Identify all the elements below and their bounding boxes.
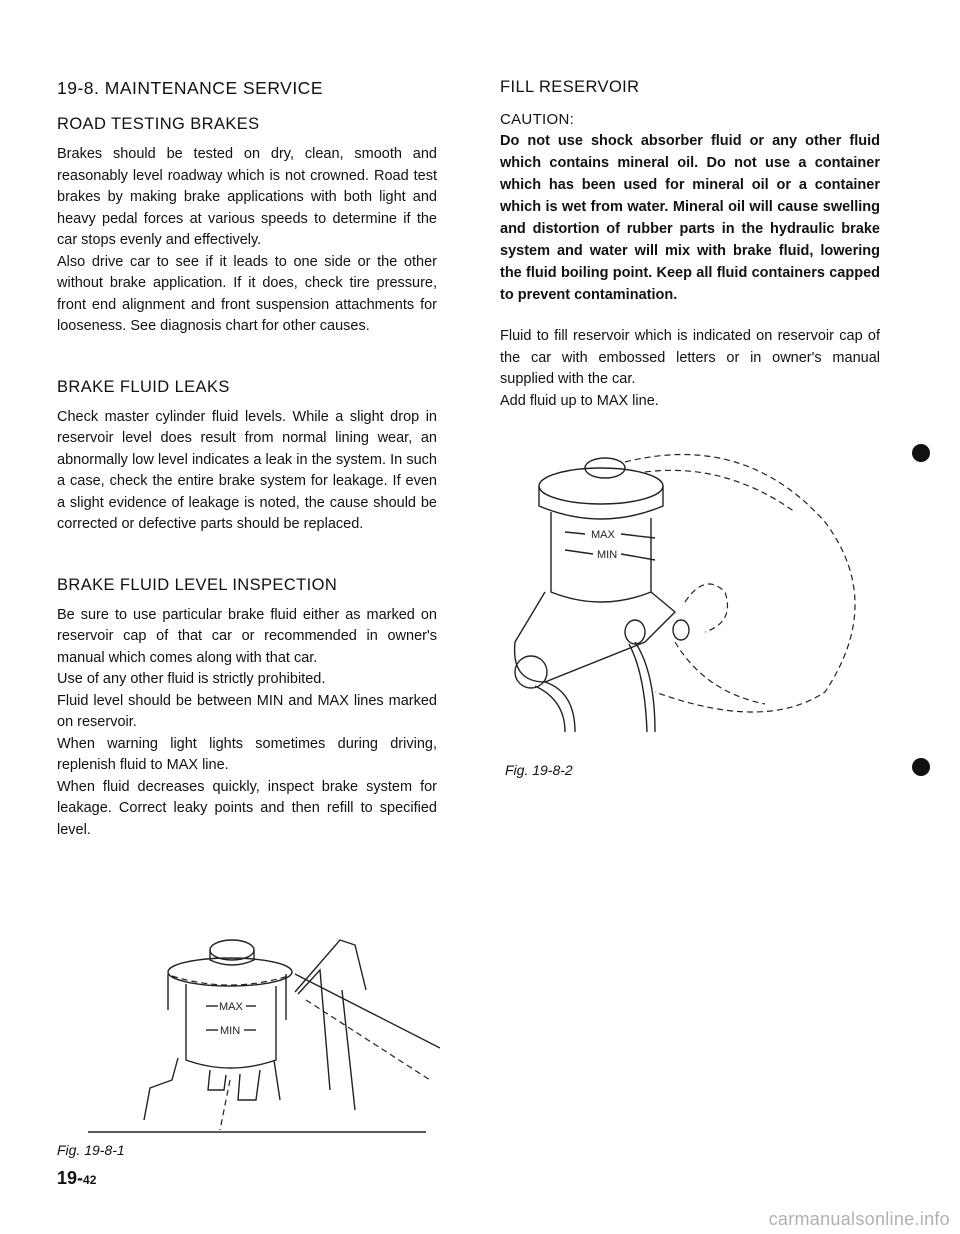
fluid-level-para-4: When warning light lights sometimes during driving, replenish fluid to MAX line. xyxy=(57,735,437,773)
margin-dot-top xyxy=(912,444,930,462)
figure-19-8-1-reservoir-illustration xyxy=(80,930,440,1140)
margin-dot-bottom xyxy=(912,758,930,776)
watermark: carmanualsonline.info xyxy=(768,1209,950,1229)
fill-reservoir-para-1: Fluid to fill reservoir which is indicated on reservoir cap of the car with embossed letters or in owner's manual supplied with the car. xyxy=(500,328,880,387)
fig2-min-label: MIN xyxy=(597,549,618,561)
fluid-level-para-2: Use of any other fluid is strictly prohibited. xyxy=(57,671,326,687)
section-main-title: 19-8. MAINTENANCE SERVICE xyxy=(57,78,323,98)
road-testing-para-1: Brakes should be tested on dry, clean, smooth and reasonably level roadway which is not crowned. Road test brakes by making brake applications with both light and heavy pedal forces at various speeds to determine if the car stops evenly and effectively. xyxy=(57,146,437,248)
fluid-level-heading: BRAKE FLUID LEVEL INSPECTION xyxy=(57,575,338,594)
fill-reservoir-heading: FILL RESERVOIR xyxy=(500,78,640,96)
fluid-level-para-3: Fluid level should be between MIN and MAX lines marked on reservoir. xyxy=(57,692,437,730)
caution-text: Do not use shock absorber fluid or any other fluid which contains mineral oil. Do not use a container which has been used for mineral oil or a container which is wet from water. Mineral oil will cause swelling and distortion of rubber parts in the hydraulic brake system and water will mix with brake fluid, lowering the fluid boiling point. Keep all fluid containers capped to prevent contamination. xyxy=(500,133,880,303)
fluid-level-para-1: Be sure to use particular brake fluid either as marked on reservoir cap of that car or recommended in owner's manual which comes along with that car. xyxy=(57,606,437,666)
fluid-leaks-heading: BRAKE FLUID LEAKS xyxy=(57,377,230,396)
fig1-max-label: MAX xyxy=(219,1001,243,1013)
page-number xyxy=(57,1168,96,1189)
page-number-chapter: 19- xyxy=(57,1168,84,1188)
fluid-leaks-para: Check master cylinder fluid levels. While a slight drop in reservoir level does result from normal lining wear, an abnormally low level indicates a leak in the system. In such a case, check the entire brake system for leakage. If even a slight evidence of leakage is noted, the cause should be corrected or defective parts should be replaced. xyxy=(57,408,437,532)
road-testing-heading: ROAD TESTING BRAKES xyxy=(57,115,260,133)
figure-19-8-1-caption: Fig. 19-8-1 xyxy=(57,1142,125,1158)
fill-reservoir-para-2: Add fluid up to MAX line. xyxy=(500,392,659,409)
fig1-min-label: MIN xyxy=(220,1025,241,1037)
right-column xyxy=(500,78,880,412)
road-testing-para-2: Also drive car to see if it leads to one side or the other without brake application. If it does, check tire pressure, front end alignment and front suspension attachments for looseness. See diagnosis chart for other causes. xyxy=(57,253,437,334)
fig2-max-label: MAX xyxy=(591,529,615,541)
left-column xyxy=(57,78,437,841)
fluid-level-para-5: When fluid decreases quickly, inspect brake system for leakage. Correct leaky points and then refill to specified level. xyxy=(57,778,437,838)
caution-label: CAUTION: xyxy=(500,111,575,128)
page-number-page: 42 xyxy=(83,1173,97,1187)
figure-19-8-2-caption: Fig. 19-8-2 xyxy=(505,762,573,778)
figure-19-8-2-master-cylinder-illustration xyxy=(505,442,885,742)
